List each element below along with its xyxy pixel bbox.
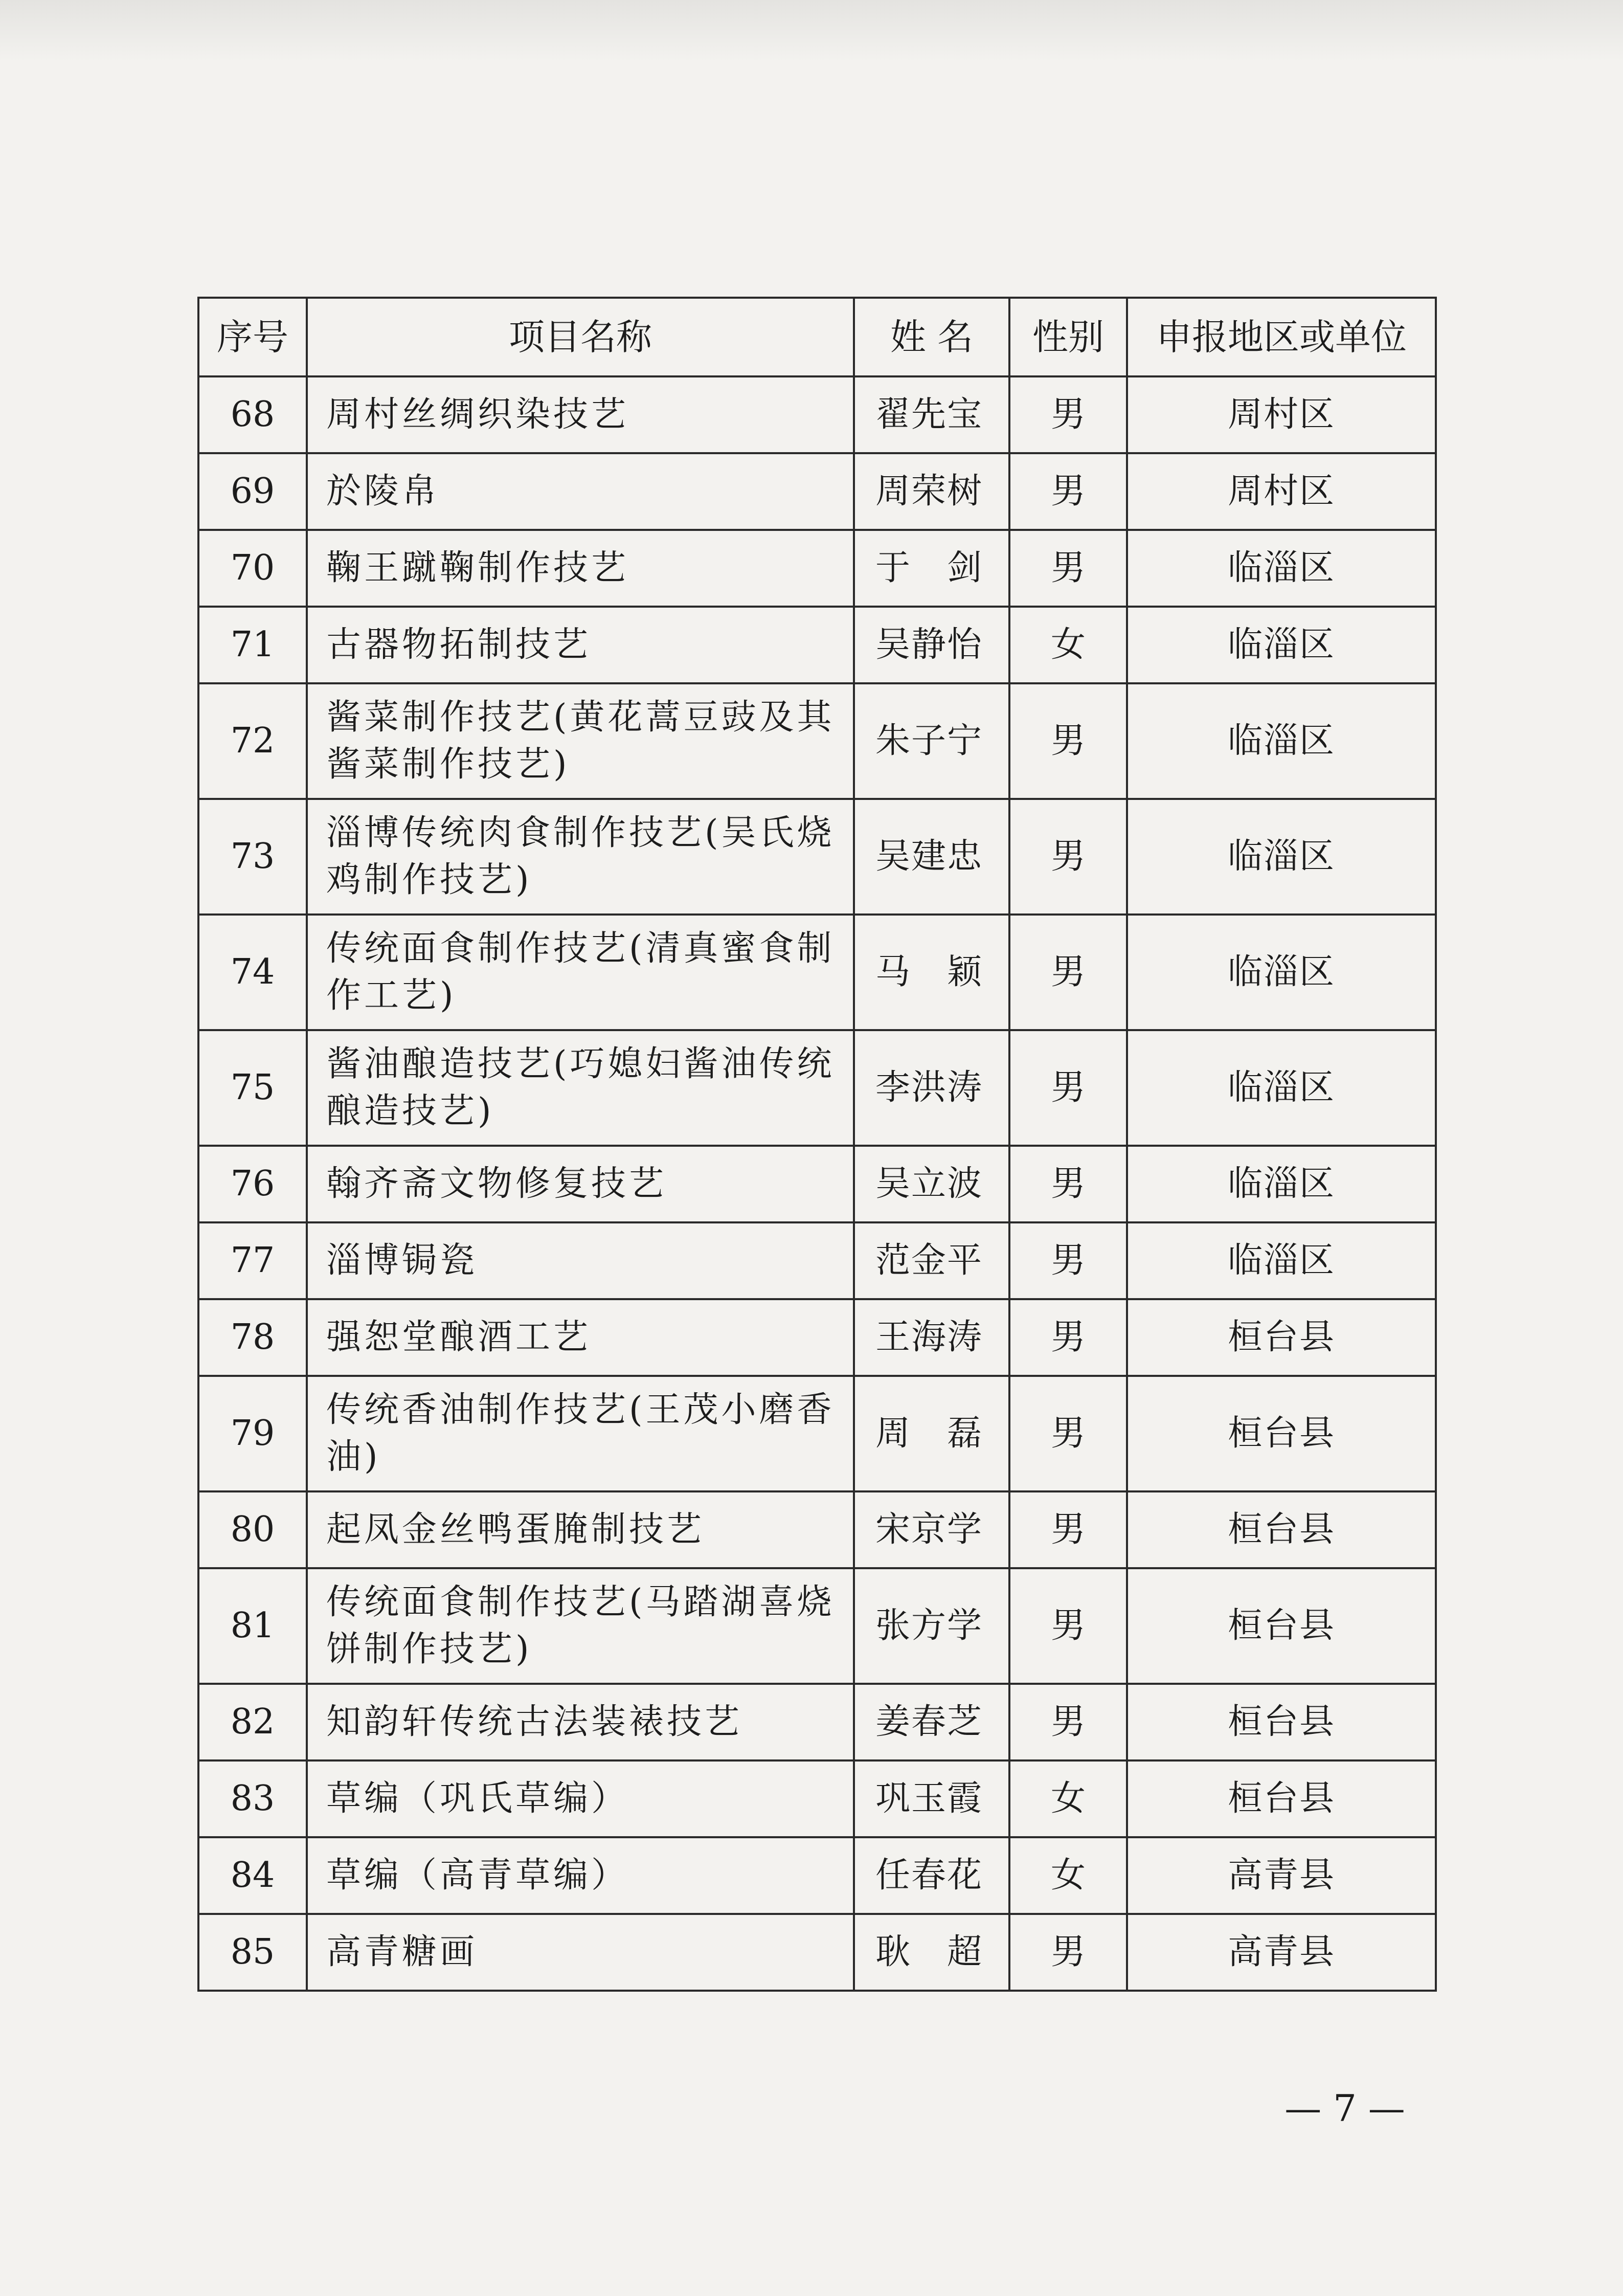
header-gender: 性别	[1009, 298, 1127, 376]
table-row	[198, 1568, 1436, 1684]
cell-region: 桓台县	[1127, 1568, 1436, 1684]
cell-region: 临淄区	[1127, 530, 1436, 607]
cell-name: 范金平	[854, 1222, 1009, 1299]
cell-gender: 女	[1009, 1837, 1127, 1914]
cell-project: 淄博传统肉食制作技艺(吴氏烧鸡制作技艺)	[307, 799, 854, 915]
cell-region: 临淄区	[1127, 683, 1436, 799]
cell-gender: 男	[1009, 1030, 1127, 1146]
table-row	[198, 1146, 1436, 1222]
cell-number: 77	[198, 1222, 307, 1299]
cell-name: 李洪涛	[854, 1030, 1009, 1146]
cell-region: 桓台县	[1127, 1760, 1436, 1837]
cell-number: 80	[198, 1491, 307, 1568]
cell-name: 宋京学	[854, 1491, 1009, 1568]
table-row	[198, 1491, 1436, 1568]
cell-name: 朱子宁	[854, 683, 1009, 799]
cell-project: 古器物拓制技艺	[307, 607, 854, 683]
cell-number: 79	[198, 1376, 307, 1491]
cell-region: 桓台县	[1127, 1491, 1436, 1568]
table-row	[198, 799, 1436, 915]
cell-region: 高青县	[1127, 1914, 1436, 1991]
table-row	[198, 1684, 1436, 1760]
cell-region: 临淄区	[1127, 915, 1436, 1030]
cell-name: 周荣树	[854, 453, 1009, 530]
cell-project: 翰齐斋文物修复技艺	[307, 1146, 854, 1222]
cell-region: 临淄区	[1127, 607, 1436, 683]
table-row	[198, 915, 1436, 1030]
cell-gender: 女	[1009, 607, 1127, 683]
cell-region: 周村区	[1127, 453, 1436, 530]
cell-gender: 男	[1009, 1491, 1127, 1568]
cell-project: 淄博锔瓷	[307, 1222, 854, 1299]
cell-number: 72	[198, 683, 307, 799]
table-row	[198, 1837, 1436, 1914]
cell-gender: 男	[1009, 1222, 1127, 1299]
cell-gender: 男	[1009, 1299, 1127, 1376]
table-row	[198, 1760, 1436, 1837]
cell-project: 草编（高青草编）	[307, 1837, 854, 1914]
cell-number: 76	[198, 1146, 307, 1222]
cell-project: 传统香油制作技艺(王茂小磨香油)	[307, 1376, 854, 1491]
cell-name: 周 磊	[854, 1376, 1009, 1491]
cell-name: 吴建忠	[854, 799, 1009, 915]
table-row	[198, 607, 1436, 683]
scan-top-edge	[0, 0, 1623, 61]
cell-project: 传统面食制作技艺(马踏湖喜烧饼制作技艺)	[307, 1568, 854, 1684]
cell-region: 高青县	[1127, 1837, 1436, 1914]
page-number: — 7 —	[1284, 2087, 1405, 2130]
cell-project: 鞠王蹴鞠制作技艺	[307, 530, 854, 607]
table-row	[198, 1222, 1436, 1299]
cell-project: 强恕堂酿酒工艺	[307, 1299, 854, 1376]
cell-region: 临淄区	[1127, 1222, 1436, 1299]
cell-number: 84	[198, 1837, 307, 1914]
cell-number: 74	[198, 915, 307, 1030]
cell-project: 起凤金丝鸭蛋腌制技艺	[307, 1491, 854, 1568]
cell-number: 70	[198, 530, 307, 607]
table-row	[198, 376, 1436, 453]
cell-name: 于 剑	[854, 530, 1009, 607]
cell-name: 巩玉霞	[854, 1760, 1009, 1837]
cell-region: 临淄区	[1127, 799, 1436, 915]
cell-project: 高青糖画	[307, 1914, 854, 1991]
cell-project: 传统面食制作技艺(清真蜜食制作工艺)	[307, 915, 854, 1030]
header-name: 姓 名	[854, 298, 1009, 376]
cell-region: 桓台县	[1127, 1376, 1436, 1491]
cell-project: 於陵帛	[307, 453, 854, 530]
cell-gender: 男	[1009, 530, 1127, 607]
table-row	[198, 683, 1436, 799]
cell-name: 马 颖	[854, 915, 1009, 1030]
cell-number: 68	[198, 376, 307, 453]
cell-region: 临淄区	[1127, 1146, 1436, 1222]
cell-project: 酱菜制作技艺(黄花蒿豆豉及其酱菜制作技艺)	[307, 683, 854, 799]
cell-number: 75	[198, 1030, 307, 1146]
cell-number: 82	[198, 1684, 307, 1760]
cell-gender: 男	[1009, 376, 1127, 453]
cell-region: 周村区	[1127, 376, 1436, 453]
cell-project: 周村丝绸织染技艺	[307, 376, 854, 453]
cell-number: 78	[198, 1299, 307, 1376]
cell-number: 83	[198, 1760, 307, 1837]
cell-name: 翟先宝	[854, 376, 1009, 453]
cell-name: 王海涛	[854, 1299, 1009, 1376]
cell-project: 草编（巩氏草编）	[307, 1760, 854, 1837]
header-region: 申报地区或单位	[1127, 298, 1436, 376]
cell-region: 桓台县	[1127, 1299, 1436, 1376]
table-header-row	[198, 298, 1436, 376]
cell-gender: 男	[1009, 1914, 1127, 1991]
cell-number: 69	[198, 453, 307, 530]
cell-gender: 男	[1009, 915, 1127, 1030]
cell-gender: 男	[1009, 1146, 1127, 1222]
cell-gender: 男	[1009, 683, 1127, 799]
table-row	[198, 1299, 1436, 1376]
cell-gender: 男	[1009, 1568, 1127, 1684]
cell-number: 73	[198, 799, 307, 915]
cell-name: 姜春芝	[854, 1684, 1009, 1760]
cell-name: 张方学	[854, 1568, 1009, 1684]
cell-number: 81	[198, 1568, 307, 1684]
table-row	[198, 1914, 1436, 1991]
cell-region: 临淄区	[1127, 1030, 1436, 1146]
cell-gender: 男	[1009, 799, 1127, 915]
table-row	[198, 1376, 1436, 1491]
header-project: 项目名称	[307, 298, 854, 376]
cell-number: 85	[198, 1914, 307, 1991]
cell-name: 吴静怡	[854, 607, 1009, 683]
table-row	[198, 530, 1436, 607]
cell-project: 知韵轩传统古法装裱技艺	[307, 1684, 854, 1760]
cell-name: 吴立波	[854, 1146, 1009, 1222]
cell-name: 耿 超	[854, 1914, 1009, 1991]
cell-region: 桓台县	[1127, 1684, 1436, 1760]
cell-gender: 女	[1009, 1760, 1127, 1837]
cell-name: 任春花	[854, 1837, 1009, 1914]
cell-gender: 男	[1009, 1376, 1127, 1491]
table-row	[198, 453, 1436, 530]
inheritor-table	[197, 297, 1437, 1992]
table-row	[198, 1030, 1436, 1146]
cell-gender: 男	[1009, 453, 1127, 530]
cell-project: 酱油酿造技艺(巧媳妇酱油传统酿造技艺)	[307, 1030, 854, 1146]
cell-gender: 男	[1009, 1684, 1127, 1760]
cell-number: 71	[198, 607, 307, 683]
header-number: 序号	[198, 298, 307, 376]
